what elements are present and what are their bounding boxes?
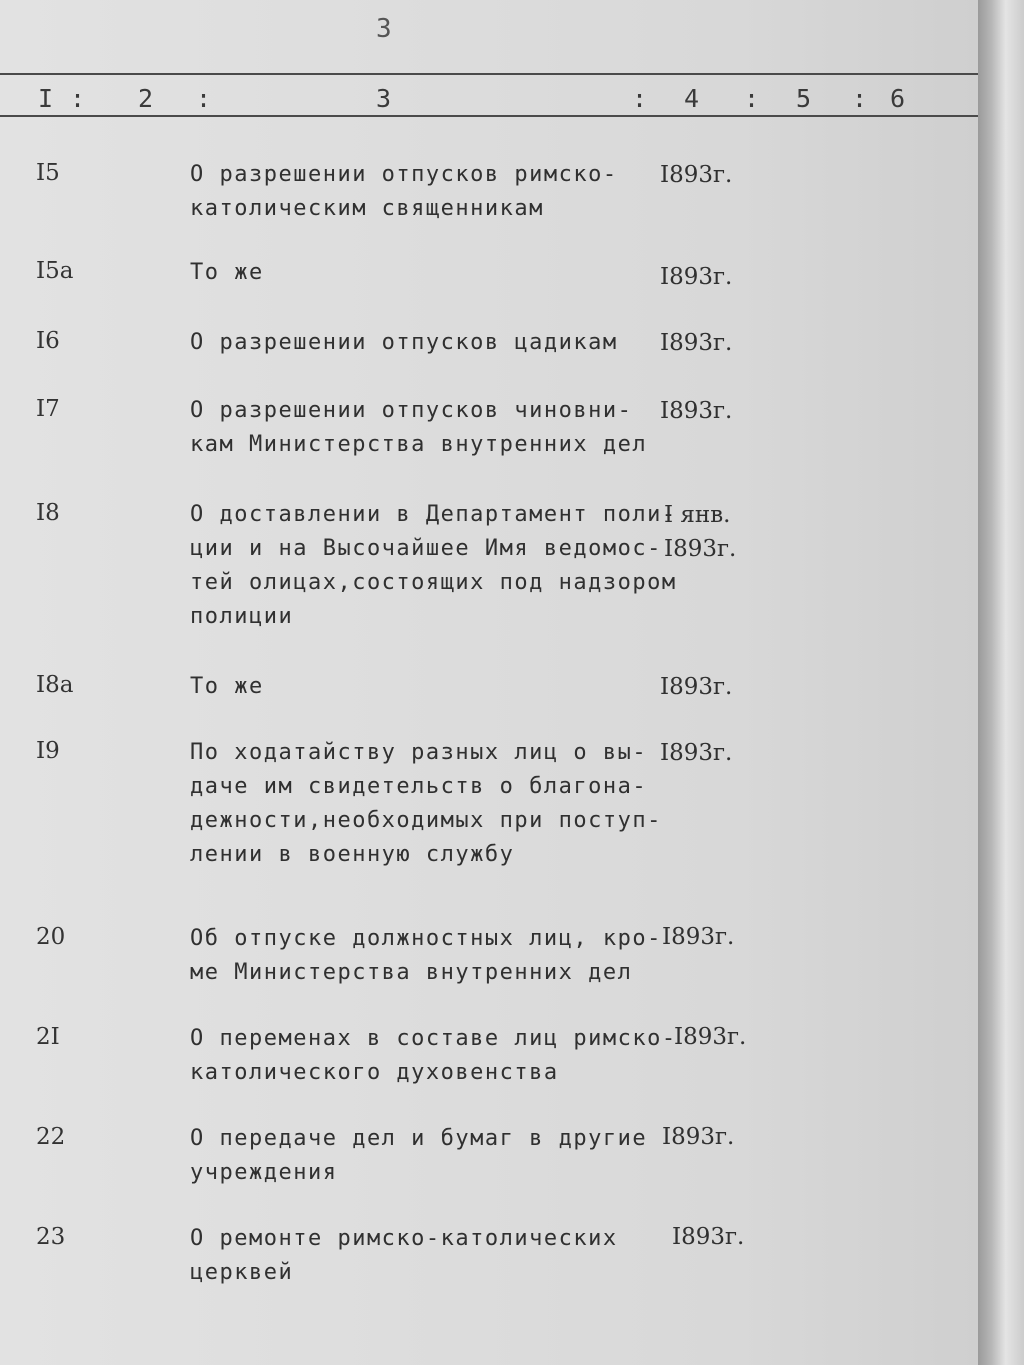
row-title-line: О доставлении в Департамент поли- <box>190 502 677 527</box>
row-date-line: I893г. <box>660 162 733 188</box>
header-col-1: I <box>38 84 54 113</box>
header-separator: : <box>196 84 212 113</box>
row-title-line: кам Министерства внутренних дел <box>190 432 648 457</box>
row-date-line: I893г. <box>674 1024 747 1050</box>
row-title-line: О разрешении отпусков цадикам <box>190 330 618 355</box>
row-number: I6 <box>36 328 60 354</box>
row-number: I8а <box>36 672 74 698</box>
row-number: I9 <box>36 738 60 764</box>
header-top-rule <box>0 73 978 75</box>
header-bottom-rule <box>0 115 978 117</box>
row-date-line: I893г. <box>660 264 733 290</box>
row-number: I7 <box>36 396 60 422</box>
row-title-line: дежности,необходимых при поступ- <box>190 808 662 833</box>
row-date-line: I893г. <box>662 924 735 950</box>
row-title-line: учреждения <box>190 1160 338 1185</box>
row-date-line: I893г. <box>664 536 737 562</box>
header-separator: : <box>744 84 760 113</box>
row-title-line: Об отпуске должностных лиц, кро- <box>190 926 662 951</box>
row-date <box>660 326 732 360</box>
header-col-6: 6 <box>890 84 906 113</box>
row-date-line: I893г. <box>660 330 733 356</box>
row-title <box>190 736 660 872</box>
row-date-line: I893г. <box>660 398 733 424</box>
header-col-3: 3 <box>376 84 392 113</box>
row-date-line: I893г. <box>660 740 733 766</box>
row-date <box>660 670 732 704</box>
row-title-line: лении в военную службу <box>190 842 515 867</box>
row-number: 22 <box>36 1124 66 1150</box>
row-title <box>190 158 660 226</box>
row-number: 2I <box>36 1024 60 1050</box>
row-date <box>660 736 732 770</box>
row-title-line: По ходатайству разных лиц о вы- <box>190 740 648 765</box>
row-date <box>660 394 732 428</box>
row-number: 23 <box>36 1224 66 1250</box>
row-title-line: полиции <box>190 604 294 629</box>
row-number: I5 <box>36 160 60 186</box>
page-number: 3 <box>376 14 392 44</box>
row-date-line: I893г. <box>662 1124 735 1150</box>
row-title-line: ции и на Высочайшее Имя ведомос- <box>190 536 662 561</box>
row-title-line: О разрешении отпусков римско- <box>190 162 618 187</box>
row-date <box>672 1220 744 1254</box>
row-date <box>662 920 734 954</box>
row-title-line: О ремонте римско-католических <box>190 1226 618 1251</box>
row-title <box>190 498 677 634</box>
row-title <box>190 670 660 704</box>
row-number: I8 <box>36 500 60 526</box>
header-separator: : <box>852 84 868 113</box>
page-edge-background <box>978 0 1024 1365</box>
row-title <box>190 1022 677 1090</box>
header-separator: : <box>632 84 648 113</box>
row-number: 20 <box>36 924 66 950</box>
header-separator: : <box>70 84 86 113</box>
row-title-line: церквей <box>190 1260 294 1285</box>
row-title-line: То же <box>190 260 264 285</box>
row-title-line: О переменах в составе лиц римско- <box>190 1026 677 1051</box>
row-date-line: I янв. <box>664 502 731 528</box>
row-title <box>190 922 660 990</box>
row-title-line: То же <box>190 674 264 699</box>
row-title-line: тей олицах,состоящих под надзором <box>190 570 677 595</box>
row-date <box>664 498 736 566</box>
header-col-5: 5 <box>796 84 812 113</box>
row-date <box>674 1020 746 1054</box>
header-col-4: 4 <box>684 84 700 113</box>
row-title-line: О передаче дел и бумаг в другие <box>190 1126 648 1151</box>
row-date <box>660 260 732 294</box>
row-title-line: даче им свидетельств о благона- <box>190 774 648 799</box>
row-title <box>190 326 660 360</box>
row-title <box>190 1222 660 1290</box>
row-number: I5а <box>36 258 74 284</box>
header-col-2: 2 <box>138 84 154 113</box>
row-title-line: ме Министерства внутренних дел <box>190 960 633 985</box>
row-date <box>660 158 732 192</box>
row-title <box>190 394 660 462</box>
row-date-line: I893г. <box>672 1224 745 1250</box>
row-title <box>190 1122 660 1190</box>
row-title-line: католического духовенства <box>190 1060 559 1085</box>
row-title-line: католическим священникам <box>190 196 544 221</box>
row-title <box>190 256 660 290</box>
row-title-line: О разрешении отпусков чиновни- <box>190 398 633 423</box>
row-date <box>662 1120 734 1154</box>
row-date-line: I893г. <box>660 674 733 700</box>
